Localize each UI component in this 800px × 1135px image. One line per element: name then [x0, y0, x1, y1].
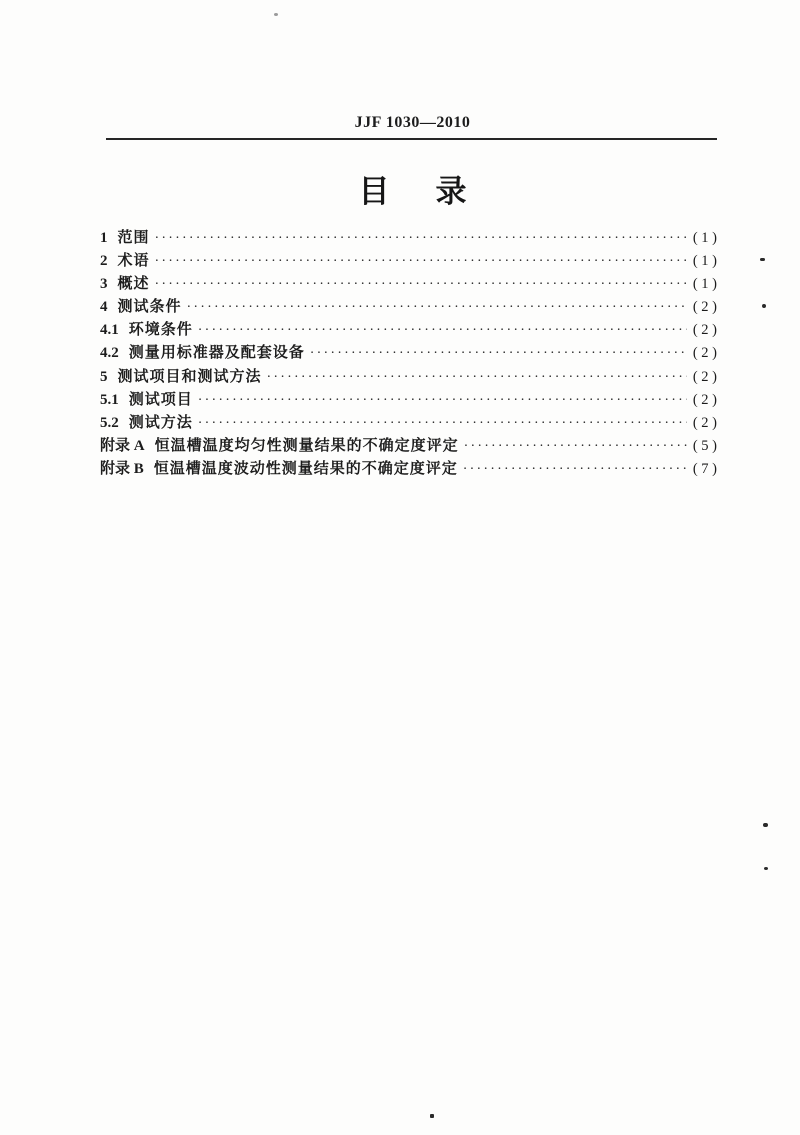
toc-entry-number: 4.1 [100, 322, 119, 339]
toc-entry-number: 4 [100, 299, 108, 316]
header-rule [106, 138, 717, 140]
toc-title [108, 166, 717, 211]
toc-entry-page: ( 2 ) [692, 322, 717, 339]
toc-entry-title: 环境条件 [128, 322, 193, 339]
toc-entry-number: 1 [100, 230, 108, 246]
toc-entry-number: 附录 A [100, 437, 145, 454]
standard-number: JJF 1030—2010 [354, 114, 471, 131]
dot-leader [198, 412, 687, 435]
toc-title-char: 目 [358, 174, 390, 209]
toc-entry-number: 2 [100, 253, 108, 270]
scan-speck [763, 823, 768, 827]
scan-speck [430, 1114, 434, 1118]
toc-entry-page: ( 5 ) [692, 437, 717, 454]
toc-entry-page: ( 2 ) [692, 368, 717, 385]
toc-entry [100, 319, 717, 342]
toc-entry-page: ( 1 ) [692, 230, 717, 246]
toc-entry [100, 296, 717, 319]
toc-entry-title: 测试方法 [128, 414, 193, 431]
dot-leader [464, 435, 687, 458]
dot-leader [155, 273, 687, 296]
scan-speck [760, 258, 765, 261]
toc-entry [100, 389, 717, 412]
toc-entry-page: ( 2 ) [692, 414, 717, 431]
toc-title-char: 录 [435, 174, 467, 209]
toc-entry-title: 测试项目和测试方法 [117, 368, 262, 385]
toc-entry-number: 5.1 [100, 391, 119, 408]
toc-entry-page: ( 1 ) [692, 276, 717, 293]
toc-entry [100, 458, 717, 481]
toc-entry-number: 3 [100, 276, 108, 293]
toc-entry [100, 227, 717, 250]
scan-speck [764, 867, 768, 870]
toc-entry-page: ( 2 ) [692, 345, 717, 362]
toc-entry-title: 术语 [117, 253, 150, 270]
toc-entry-title: 恒温槽温度波动性测量结果的不确定度评定 [153, 460, 458, 477]
toc-list [100, 227, 717, 481]
toc-entry-title: 范围 [117, 230, 150, 246]
toc-entry-number: 5.2 [100, 414, 119, 431]
dot-leader [155, 250, 687, 273]
toc-entry-title: 概述 [117, 276, 150, 293]
toc-entry-title: 恒温槽温度均匀性测量结果的不确定度评定 [154, 437, 459, 454]
toc-entry [100, 412, 717, 435]
dot-leader [267, 366, 687, 389]
toc-entry-page: ( 1 ) [692, 253, 717, 270]
toc-entry-title: 测量用标准器及配套设备 [128, 345, 305, 362]
dot-leader [198, 389, 687, 412]
dot-leader [198, 319, 687, 342]
toc-entry [100, 435, 717, 458]
toc-entry [100, 366, 717, 389]
toc-entry [100, 342, 717, 365]
scan-speck [762, 304, 766, 308]
dot-leader [463, 458, 687, 481]
toc-entry-page: ( 2 ) [692, 391, 717, 408]
dot-leader [187, 296, 687, 319]
dot-leader [310, 342, 687, 365]
toc-entry-title: 测试项目 [128, 391, 193, 408]
toc-entry-number: 5 [100, 368, 108, 385]
toc-entry-title: 测试条件 [117, 299, 182, 316]
toc-entry-page: ( 7 ) [692, 460, 717, 477]
scan-speck [274, 13, 278, 16]
dot-leader [155, 227, 687, 250]
toc-entry [100, 273, 717, 296]
toc-entry-number: 4.2 [100, 345, 119, 362]
toc-entry-number: 附录 B [100, 460, 144, 477]
toc-entry [100, 250, 717, 273]
toc-entry-page: ( 2 ) [692, 299, 717, 316]
